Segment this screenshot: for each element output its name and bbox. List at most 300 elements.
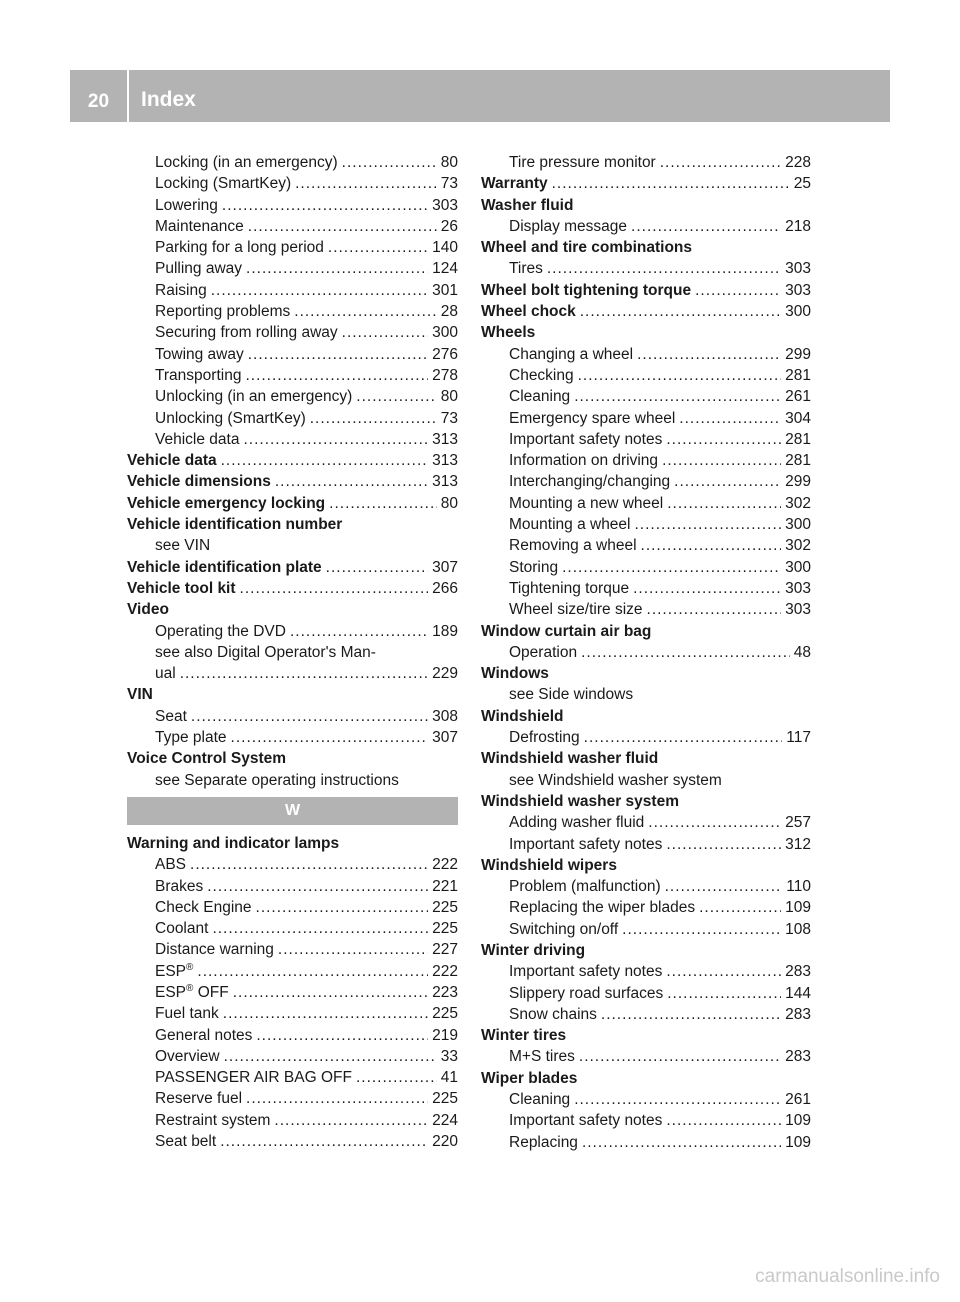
- index-reference: [481, 684, 811, 705]
- leader-dots: [633, 578, 781, 599]
- entry-label: Winter driving: [481, 941, 586, 959]
- leader-dots: [666, 429, 781, 450]
- page-reference[interactable]: 281: [785, 452, 811, 470]
- index-reference: [127, 535, 458, 556]
- leader-dots: [601, 1004, 781, 1025]
- entry-label: Removing a wheel: [509, 537, 637, 555]
- leader-dots: [294, 301, 436, 322]
- page-reference[interactable]: 218: [785, 217, 811, 235]
- leader-dots: [310, 408, 437, 429]
- page-reference[interactable]: 144: [785, 984, 811, 1002]
- leader-dots: [667, 493, 781, 514]
- entry-label: Parking for a long period: [155, 239, 324, 257]
- page-reference[interactable]: 308: [432, 707, 458, 725]
- leader-dots: [665, 876, 783, 897]
- page-reference[interactable]: 283: [785, 963, 811, 981]
- page-reference[interactable]: 301: [432, 281, 458, 299]
- index-entry[interactable]: [481, 258, 811, 279]
- page-reference[interactable]: 48: [793, 643, 811, 661]
- index-entry[interactable]: [127, 1088, 458, 1109]
- page-reference[interactable]: 222: [432, 856, 458, 874]
- leader-dots: [695, 280, 781, 301]
- leader-dots: [224, 1046, 437, 1067]
- leader-dots: [637, 344, 781, 365]
- entry-label: Switching on/off: [509, 920, 619, 938]
- index-entry[interactable]: [481, 365, 811, 386]
- entry-label: Pulling away: [155, 260, 243, 278]
- index-entry[interactable]: [481, 727, 811, 748]
- entry-label: Fuel tank: [155, 1005, 219, 1023]
- entry-label: Overview: [155, 1047, 220, 1065]
- index-entry[interactable]: [127, 876, 458, 897]
- page-reference[interactable]: 307: [432, 729, 458, 747]
- page-reference[interactable]: 219: [432, 1026, 458, 1044]
- leader-dots: [635, 514, 782, 535]
- entry-label: Wheels: [481, 324, 536, 342]
- leader-dots: [233, 982, 428, 1003]
- page-reference[interactable]: 299: [785, 345, 811, 363]
- index-entry[interactable]: [481, 386, 811, 407]
- index-heading: [481, 791, 811, 812]
- leader-dots: [278, 939, 428, 960]
- index-entry[interactable]: [481, 1046, 811, 1067]
- page-reference[interactable]: 303: [432, 196, 458, 214]
- entry-label: see VIN: [155, 537, 211, 555]
- index-entry[interactable]: [127, 471, 458, 492]
- header-divider: [127, 70, 129, 122]
- page-reference[interactable]: 221: [432, 877, 458, 895]
- page-reference[interactable]: 26: [440, 217, 458, 235]
- index-entry[interactable]: [127, 897, 458, 918]
- entry-label: Storing: [509, 558, 559, 576]
- page-reference[interactable]: 220: [432, 1133, 458, 1151]
- entry-label: Slippery road surfaces: [509, 984, 664, 1002]
- entry-label: Mounting a wheel: [509, 516, 631, 534]
- entry-label: Replacing the wiper blades: [509, 899, 696, 917]
- entry-label: see Windshield washer system: [509, 771, 722, 789]
- leader-dots: [579, 1046, 781, 1067]
- index-heading: [481, 1068, 811, 1089]
- entry-label: Locking (SmartKey): [155, 175, 292, 193]
- entry-label: Windshield: [481, 707, 564, 725]
- index-entry[interactable]: [481, 557, 811, 578]
- page-reference[interactable]: 225: [432, 898, 458, 916]
- entry-label: Voice Control System: [127, 750, 287, 768]
- entry-label: M+S tires: [509, 1048, 575, 1066]
- leader-dots: [342, 152, 437, 173]
- page-reference[interactable]: 109: [785, 899, 811, 917]
- page-reference[interactable]: 261: [785, 388, 811, 406]
- page-reference[interactable]: 300: [785, 558, 811, 576]
- leader-dots: [275, 471, 428, 492]
- index-entry[interactable]: [127, 408, 458, 429]
- index-heading: [127, 833, 458, 854]
- entry-label: Adding washer fluid: [509, 814, 645, 832]
- page-reference[interactable]: 302: [785, 537, 811, 555]
- entry-label: Operation: [509, 643, 578, 661]
- page-reference[interactable]: 300: [785, 516, 811, 534]
- page-reference[interactable]: 110: [786, 878, 811, 896]
- entry-label: Vehicle data: [127, 452, 217, 470]
- leader-dots: [662, 450, 781, 471]
- index-entry[interactable]: [481, 471, 811, 492]
- leader-dots: [631, 216, 781, 237]
- page-reference[interactable]: 303: [785, 579, 811, 597]
- page-reference[interactable]: 140: [432, 239, 458, 257]
- page-reference[interactable]: 312: [785, 835, 811, 853]
- index-entry[interactable]: [481, 1089, 811, 1110]
- entry-label: Important safety notes: [509, 430, 663, 448]
- page-reference[interactable]: 223: [432, 983, 458, 1001]
- entry-label: Restraint system: [155, 1111, 271, 1129]
- index-entry[interactable]: [127, 854, 458, 875]
- page-reference[interactable]: 225: [432, 1005, 458, 1023]
- entry-label: Warning and indicator lamps: [127, 834, 340, 852]
- page-reference[interactable]: 124: [432, 260, 458, 278]
- index-entry[interactable]: [481, 961, 811, 982]
- index-entry[interactable]: [127, 195, 458, 216]
- entry-label: Vehicle identification plate: [127, 558, 322, 576]
- index-entry[interactable]: [127, 961, 458, 982]
- page-reference[interactable]: 300: [785, 303, 811, 321]
- leader-dots: [666, 961, 781, 982]
- entry-label: Defrosting: [509, 729, 580, 747]
- index-entry[interactable]: [481, 429, 811, 450]
- index-entry[interactable]: [127, 1003, 458, 1024]
- entry-label: VIN: [127, 686, 153, 704]
- entry-label: Snow chains: [509, 1005, 597, 1023]
- entry-label: General notes: [155, 1026, 253, 1044]
- page-reference[interactable]: 225: [432, 1090, 458, 1108]
- page-reference[interactable]: 281: [785, 366, 811, 384]
- entry-label: Vehicle data: [155, 430, 240, 448]
- index-entry[interactable]: [127, 237, 458, 258]
- index-entry[interactable]: [481, 408, 811, 429]
- index-entry[interactable]: [481, 1004, 811, 1025]
- leader-dots: [647, 599, 782, 620]
- index-entry[interactable]: [127, 258, 458, 279]
- index-entry[interactable]: [481, 1132, 811, 1153]
- entry-label: Information on driving: [509, 452, 659, 470]
- index-column-left: [127, 152, 458, 1152]
- page-reference[interactable]: 303: [785, 260, 811, 278]
- index-entry[interactable]: [127, 1110, 458, 1131]
- entry-label: ABS: [155, 856, 187, 874]
- leader-dots: [581, 642, 790, 663]
- page-reference[interactable]: 313: [432, 430, 458, 448]
- page-reference[interactable]: 41: [440, 1069, 458, 1087]
- entry-label: Windshield wipers: [481, 856, 617, 874]
- leader-dots: [547, 258, 781, 279]
- index-entry[interactable]: [127, 365, 458, 386]
- entry-label: ual: [155, 665, 176, 683]
- page-reference[interactable]: 299: [785, 473, 811, 491]
- entry-label: Reporting problems: [155, 303, 291, 321]
- leader-dots: [223, 1003, 428, 1024]
- page-number: 20: [87, 91, 110, 112]
- index-entry[interactable]: [481, 642, 811, 663]
- entry-label: Windshield washer fluid: [481, 750, 659, 768]
- entry-label: Interchanging/changing: [509, 473, 671, 491]
- page-reference[interactable]: 266: [432, 579, 458, 597]
- index-entry[interactable]: [127, 557, 458, 578]
- entry-label: Maintenance: [155, 217, 244, 235]
- leader-dots: [660, 152, 781, 173]
- entry-label: Vehicle tool kit: [127, 579, 236, 597]
- index-entry[interactable]: [481, 344, 811, 365]
- index-heading: [127, 599, 458, 620]
- entry-label: Mounting a new wheel: [509, 494, 664, 512]
- index-entry[interactable]: [481, 280, 811, 301]
- index-entry[interactable]: [127, 1067, 458, 1088]
- leader-dots: [211, 280, 428, 301]
- entry-label: Locking (in an emergency): [155, 154, 338, 171]
- entry-label: Washer fluid: [481, 196, 574, 214]
- entry-label: Wiper blades: [481, 1069, 578, 1087]
- leader-dots: [674, 471, 781, 492]
- index-entry[interactable]: [127, 1046, 458, 1067]
- leader-dots: [326, 557, 428, 578]
- page-reference[interactable]: 229: [432, 665, 458, 683]
- index-entry[interactable]: [127, 1025, 458, 1046]
- page-reference[interactable]: 80: [440, 154, 458, 171]
- index-heading: [481, 237, 811, 258]
- leader-dots: [295, 173, 437, 194]
- page-reference[interactable]: 109: [785, 1112, 811, 1130]
- leader-dots: [274, 1110, 428, 1131]
- page-reference[interactable]: 278: [432, 366, 458, 384]
- index-entry[interactable]: [127, 386, 458, 407]
- entry-label: Raising: [155, 281, 207, 299]
- entry-label: Tightening torque: [509, 579, 630, 597]
- entry-label: Wheel and tire combinations: [481, 239, 692, 257]
- page-reference[interactable]: 276: [432, 345, 458, 363]
- page-reference[interactable]: 313: [432, 473, 458, 491]
- index-column-right: [481, 152, 811, 1153]
- page-reference[interactable]: 227: [432, 941, 458, 959]
- entry-label: Vehicle identification number: [127, 516, 343, 534]
- index-entry[interactable]: [481, 173, 811, 194]
- index-entry[interactable]: [127, 152, 458, 173]
- index-entry[interactable]: [481, 216, 811, 237]
- leader-dots: [243, 429, 428, 450]
- index-entry[interactable]: [481, 450, 811, 471]
- leader-dots: [574, 1089, 781, 1110]
- index-reference: [127, 770, 458, 791]
- leader-dots: [212, 918, 428, 939]
- leader-dots: [666, 1110, 781, 1131]
- page-reference[interactable]: 225: [432, 920, 458, 938]
- index-entry[interactable]: [127, 621, 458, 642]
- leader-dots: [622, 919, 781, 940]
- entry-label: Transporting: [155, 366, 242, 384]
- index-heading: [127, 684, 458, 705]
- page-reference[interactable]: 300: [432, 324, 458, 342]
- leader-dots: [246, 258, 428, 279]
- page-reference[interactable]: 108: [785, 920, 811, 938]
- leader-dots: [667, 983, 781, 1004]
- leader-dots: [290, 621, 428, 642]
- entry-label: Tires: [509, 260, 543, 278]
- entry-label: Tire pressure monitor: [509, 154, 656, 171]
- leader-dots: [578, 365, 782, 386]
- index-entry[interactable]: [481, 493, 811, 514]
- index-heading: [481, 322, 811, 343]
- page-reference[interactable]: 28: [440, 303, 458, 321]
- index-heading: [481, 621, 811, 642]
- entry-label: see Separate operating instructions: [155, 771, 399, 789]
- page-reference[interactable]: 25: [793, 175, 811, 193]
- leader-dots: [207, 876, 428, 897]
- entry-label: Windshield washer system: [481, 792, 679, 810]
- index-entry[interactable]: [127, 706, 458, 727]
- entry-label: Video: [127, 601, 169, 619]
- entry-label: Towing away: [155, 345, 244, 363]
- leader-dots: [240, 578, 429, 599]
- index-entry[interactable]: [127, 280, 458, 301]
- page-reference[interactable]: 222: [432, 962, 458, 980]
- page-reference[interactable]: 283: [785, 1048, 811, 1066]
- index-entry[interactable]: [127, 429, 458, 450]
- index-entry[interactable]: [481, 876, 811, 897]
- entry-label: Type plate: [155, 729, 227, 747]
- leader-dots: [191, 706, 428, 727]
- index-heading: [481, 1025, 811, 1046]
- leader-dots: [648, 812, 781, 833]
- index-entry[interactable]: [481, 599, 811, 620]
- page-reference[interactable]: 313: [432, 452, 458, 470]
- leader-dots: [246, 1088, 428, 1109]
- leader-dots: [328, 237, 428, 258]
- page-reference[interactable]: 80: [440, 494, 458, 512]
- page-reference[interactable]: 281: [785, 430, 811, 448]
- leader-dots: [356, 386, 436, 407]
- entry-label: Unlocking (in an emergency): [155, 388, 353, 406]
- section-letter-heading: W: [127, 797, 458, 825]
- entry-label: Distance warning: [155, 941, 274, 959]
- page-reference[interactable]: 73: [440, 175, 458, 193]
- page-reference[interactable]: 303: [785, 601, 811, 619]
- index-entry[interactable]: [481, 834, 811, 855]
- leader-dots: [220, 1131, 428, 1152]
- entry-label: Important safety notes: [509, 835, 663, 853]
- index-entry[interactable]: [127, 173, 458, 194]
- leader-dots: [329, 493, 437, 514]
- page-header: [70, 70, 890, 122]
- index-entry[interactable]: [481, 1110, 811, 1131]
- entry-label: see also Digital Operator's Man-: [155, 643, 376, 661]
- index-entry[interactable]: [127, 344, 458, 365]
- page-reference[interactable]: 73: [440, 409, 458, 427]
- index-entry[interactable]: [127, 918, 458, 939]
- index-reference: [127, 642, 458, 663]
- index-entry[interactable]: [127, 663, 458, 684]
- entry-label: Lowering: [155, 196, 218, 214]
- entry-label: PASSENGER AIR BAG OFF: [155, 1069, 352, 1087]
- entry-label: Display message: [509, 217, 628, 235]
- leader-dots: [679, 408, 781, 429]
- index-entry[interactable]: [127, 301, 458, 322]
- entry-label: Emergency spare wheel: [509, 409, 676, 427]
- page-reference[interactable]: 228: [785, 154, 811, 171]
- index-entry[interactable]: [481, 897, 811, 918]
- index-entry[interactable]: [127, 322, 458, 343]
- index-entry[interactable]: [481, 919, 811, 940]
- page-reference[interactable]: 261: [785, 1091, 811, 1109]
- leader-dots: [180, 663, 428, 684]
- entry-label: Important safety notes: [509, 963, 663, 981]
- page-reference[interactable]: 257: [785, 814, 811, 832]
- leader-dots: [562, 557, 781, 578]
- leader-dots: [342, 322, 428, 343]
- index-entry[interactable]: [127, 1131, 458, 1152]
- registered-mark: ®: [186, 982, 194, 994]
- index-entry[interactable]: [127, 450, 458, 471]
- page-reference[interactable]: 109: [785, 1133, 811, 1151]
- index-entry[interactable]: [481, 578, 811, 599]
- index-entry[interactable]: [481, 812, 811, 833]
- page-reference[interactable]: 304: [785, 409, 811, 427]
- leader-dots: [256, 897, 429, 918]
- leader-dots: [248, 216, 437, 237]
- index-entry[interactable]: [481, 152, 811, 173]
- index-entry[interactable]: [127, 939, 458, 960]
- entry-label: Brakes: [155, 877, 204, 895]
- entry-label: Checking: [509, 366, 574, 384]
- page-reference[interactable]: 224: [432, 1111, 458, 1129]
- entry-label: Wheel chock: [481, 303, 576, 321]
- page-reference[interactable]: 33: [440, 1047, 458, 1065]
- index-heading: [481, 748, 811, 769]
- page-reference[interactable]: 117: [786, 729, 811, 747]
- page-reference[interactable]: 283: [785, 1005, 811, 1023]
- leader-dots: [584, 727, 783, 748]
- entry-label: Wheel size/tire size: [509, 601, 643, 619]
- entry-label: Vehicle dimensions: [127, 473, 271, 491]
- page-reference[interactable]: 303: [785, 281, 811, 299]
- index-heading: [127, 748, 458, 769]
- registered-mark: ®: [186, 961, 194, 973]
- leader-dots: [666, 834, 781, 855]
- index-entry[interactable]: [127, 982, 458, 1003]
- leader-dots: [245, 365, 428, 386]
- page-reference[interactable]: 189: [432, 622, 458, 640]
- index-entry[interactable]: [481, 514, 811, 535]
- page-reference[interactable]: 302: [785, 494, 811, 512]
- leader-dots: [552, 173, 790, 194]
- index-entry[interactable]: [127, 493, 458, 514]
- entry-label: ESP®: [155, 961, 194, 980]
- index-entry[interactable]: [481, 301, 811, 322]
- index-heading: [481, 195, 811, 216]
- index-entry[interactable]: [127, 216, 458, 237]
- page-reference[interactable]: 307: [432, 558, 458, 576]
- index-entry[interactable]: [127, 727, 458, 748]
- index-entry[interactable]: [481, 983, 811, 1004]
- entry-label: Cleaning: [509, 1091, 571, 1109]
- watermark: carmanualsonline.info: [755, 1266, 940, 1287]
- entry-label: Securing from rolling away: [155, 324, 338, 342]
- entry-label: see Side windows: [509, 686, 634, 704]
- index-entry[interactable]: [481, 535, 811, 556]
- index-entry[interactable]: [127, 578, 458, 599]
- leader-dots: [580, 301, 781, 322]
- leader-dots: [582, 1132, 781, 1153]
- entry-label: Winter tires: [481, 1027, 567, 1045]
- entry-label: Operating the DVD: [155, 622, 286, 640]
- leader-dots: [222, 195, 428, 216]
- page-reference[interactable]: 80: [440, 388, 458, 406]
